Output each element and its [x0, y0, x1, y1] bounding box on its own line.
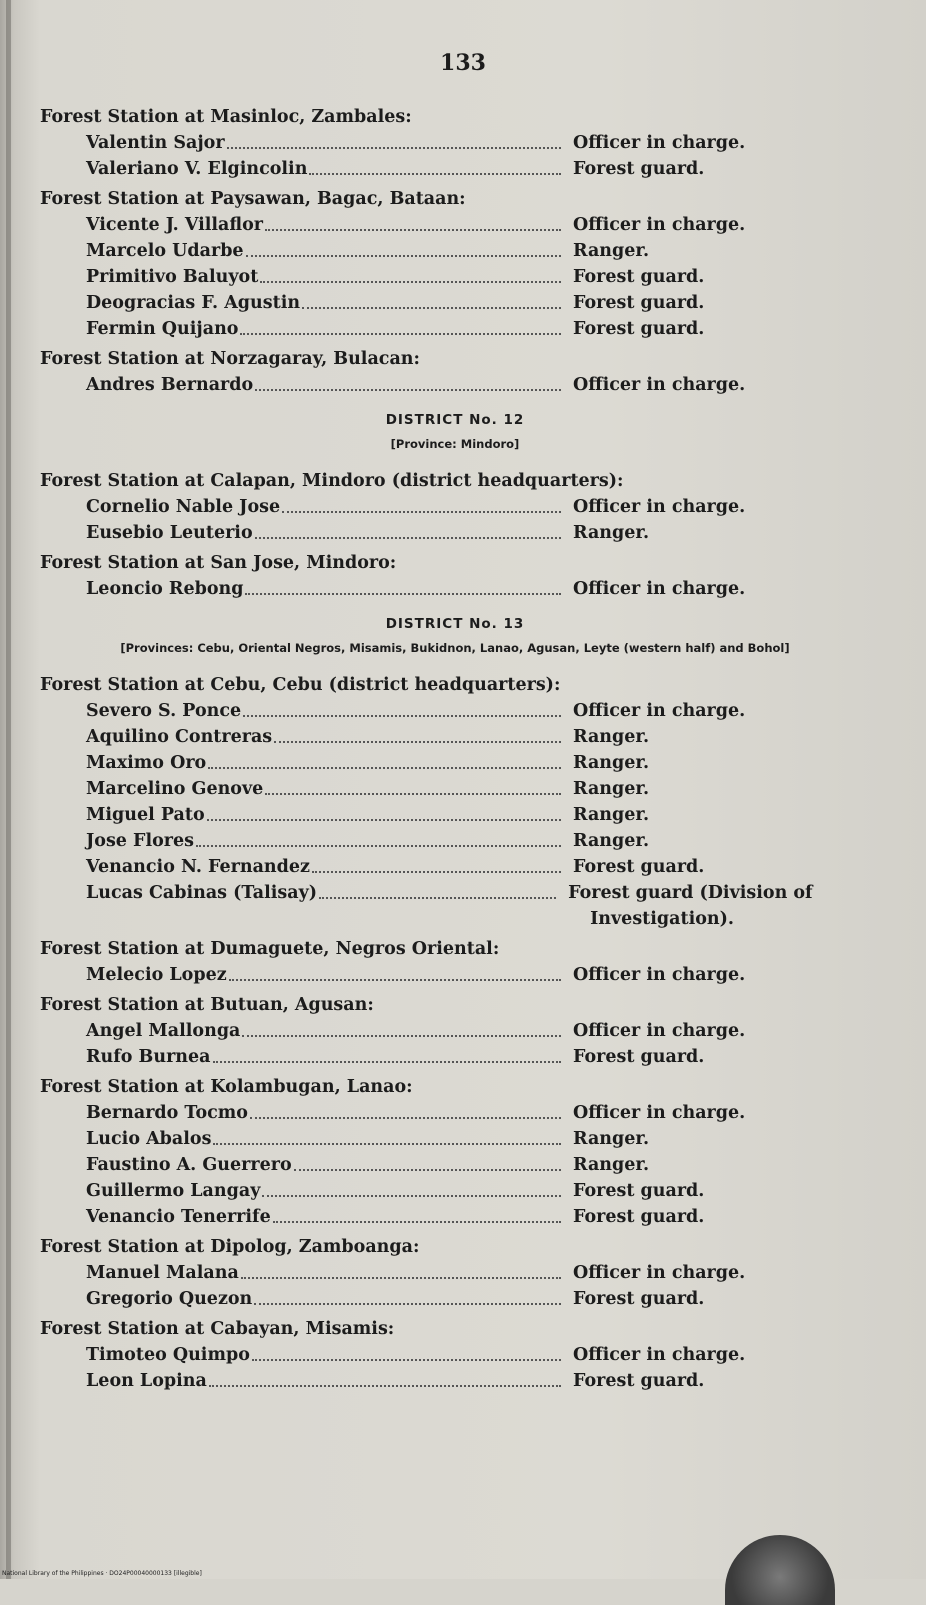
dot-leader: [229, 962, 561, 981]
scan-artifact: [725, 1535, 835, 1605]
dot-leader: [282, 494, 561, 513]
staff-role: Forest guard.: [573, 293, 705, 313]
dot-leader: [252, 1342, 561, 1361]
forest-station: [40, 186, 870, 342]
staff-role: Officer in charge.: [573, 1263, 746, 1283]
dot-leader: [302, 290, 561, 309]
staff-row: [40, 156, 870, 182]
dot-leader: [294, 1152, 561, 1171]
dot-leader: [241, 1260, 561, 1279]
staff-name: Melecio Lopez: [86, 965, 227, 985]
staff-name: Leoncio Rebong: [86, 579, 244, 599]
staff-name: Angel Mallonga: [86, 1021, 241, 1041]
staff-row: [40, 776, 870, 802]
staff-name: Deogracias F. Agustin: [86, 293, 301, 313]
forest-station: [40, 672, 870, 932]
staff-role: Ranger.: [573, 831, 650, 851]
staff-role: Officer in charge.: [573, 1021, 746, 1041]
province-note: [Province: Mindoro]: [390, 437, 520, 451]
dot-leader: [274, 724, 561, 743]
staff-row: [40, 1286, 870, 1312]
dot-leader: [309, 156, 561, 175]
staff-name: Eusebio Leuterio: [86, 523, 253, 543]
dot-leader: [213, 1126, 561, 1145]
staff-name: Rufo Burnea: [86, 1047, 211, 1067]
staff-row: [40, 494, 870, 520]
staff-role: Officer in charge.: [573, 1103, 746, 1123]
staff-role-line1: Forest guard (Division of: [568, 883, 813, 903]
staff-name: Severo S. Ponce: [86, 701, 242, 721]
station-title: Forest Station at Calapan, Mindoro (district headquarters):: [40, 471, 624, 491]
forest-station: [40, 550, 870, 602]
dot-leader: [227, 130, 561, 149]
dot-leader: [196, 828, 561, 847]
staff-role: Ranger.: [573, 727, 650, 747]
dot-leader: [213, 1044, 562, 1063]
dot-leader: [255, 520, 561, 539]
station-title: Forest Station at Paysawan, Bagac, Bataan:: [40, 189, 466, 209]
staff-role: Ranger.: [573, 779, 650, 799]
staff-name: Primitivo Baluyot: [86, 267, 259, 287]
staff-role: Forest guard.: [573, 1181, 705, 1201]
staff-name: Venancio Tenerrife: [86, 1207, 271, 1227]
staff-role: Ranger.: [573, 1155, 650, 1175]
staff-name: Fermin Quijano: [86, 319, 239, 339]
staff-role: Forest guard.: [573, 1371, 705, 1391]
staff-row: [40, 962, 870, 988]
dot-leader: [250, 1100, 561, 1119]
forest-station: [40, 468, 870, 546]
staff-role: Forest guard.: [573, 159, 705, 179]
staff-name: Bernardo Tocmo: [86, 1103, 248, 1123]
staff-role: Ranger.: [573, 805, 650, 825]
staff-role: Forest guard.: [573, 319, 705, 339]
staff-name: Leon Lopina: [86, 1371, 207, 1391]
directory-content: [40, 104, 870, 1398]
staff-row: [40, 1260, 870, 1286]
staff-name: Venancio N. Fernandez: [86, 857, 310, 877]
staff-row: [40, 880, 870, 932]
footer-watermark: National Library of the Philippines · DO24P00040000133 [illegible]: [2, 1570, 202, 1577]
staff-role: Officer in charge.: [573, 215, 746, 235]
district-heading: DISTRICT No. 12: [385, 412, 525, 428]
staff-row: [40, 1100, 870, 1126]
staff-row: [40, 698, 870, 724]
dot-leader: [265, 212, 561, 231]
staff-name: Andres Bernardo: [86, 375, 254, 395]
staff-name: Guillermo Langay: [86, 1181, 261, 1201]
station-title: Forest Station at Cabayan, Misamis:: [40, 1319, 395, 1339]
staff-name: Maximo Oro: [86, 753, 207, 773]
staff-name: Faustino A. Guerrero: [86, 1155, 292, 1175]
station-title: Forest Station at San Jose, Mindoro:: [40, 553, 397, 573]
dot-leader: [207, 802, 561, 821]
staff-name: Lucio Abalos: [86, 1129, 212, 1149]
staff-role: Ranger.: [573, 241, 650, 261]
staff-row: [40, 802, 870, 828]
staff-name: Miguel Pato: [86, 805, 205, 825]
staff-row: [40, 1044, 870, 1070]
staff-name: Marcelo Udarbe: [86, 241, 244, 261]
station-title: Forest Station at Butuan, Agusan:: [40, 995, 374, 1015]
staff-name: Valentin Sajor: [86, 133, 225, 153]
forest-station: [40, 1234, 870, 1312]
staff-row: [40, 1126, 870, 1152]
station-title: Forest Station at Cebu, Cebu (district headquarters):: [40, 675, 561, 695]
staff-role: Officer in charge.: [573, 497, 746, 517]
staff-role: Officer in charge.: [573, 701, 746, 721]
dot-leader: [262, 1178, 561, 1197]
forest-station: [40, 1316, 870, 1394]
dot-leader: [254, 1286, 561, 1305]
dot-leader: [255, 372, 561, 391]
station-title: Forest Station at Norzagaray, Bulacan:: [40, 349, 420, 369]
staff-row: [40, 1204, 870, 1230]
staff-name: Jose Flores: [86, 831, 194, 851]
dot-leader: [273, 1204, 561, 1223]
dot-leader: [208, 750, 561, 769]
staff-row: [40, 264, 870, 290]
staff-name: Cornelio Nable Jose: [86, 497, 281, 517]
forest-station: [40, 936, 870, 988]
province-note: [Provinces: Cebu, Oriental Negros, Misamis, Bukidnon, Lanao, Agusan, Leyte (western half) and Bohol]: [120, 641, 790, 655]
staff-name: Valeriano V. Elgincolin: [86, 159, 308, 179]
staff-row: [40, 130, 870, 156]
staff-row: [40, 520, 870, 546]
staff-role: Forest guard.: [573, 267, 705, 287]
staff-role: Forest guard.: [573, 1289, 705, 1309]
staff-role: Officer in charge.: [573, 133, 746, 153]
staff-role: [560, 880, 870, 932]
staff-role: Forest guard.: [573, 857, 705, 877]
dot-leader: [312, 854, 561, 873]
station-title: Forest Station at Dipolog, Zamboanga:: [40, 1237, 420, 1257]
staff-row: [40, 828, 870, 854]
staff-role: Officer in charge.: [573, 965, 746, 985]
staff-row: [40, 854, 870, 880]
staff-row: [40, 1368, 870, 1394]
staff-role: Ranger.: [573, 753, 650, 773]
station-title: Forest Station at Kolambugan, Lanao:: [40, 1077, 413, 1097]
staff-row: [40, 316, 870, 342]
district-heading: DISTRICT No. 13: [385, 616, 525, 632]
staff-row: [40, 576, 870, 602]
staff-row: [40, 750, 870, 776]
dot-leader: [260, 264, 561, 283]
staff-role: Forest guard.: [573, 1207, 705, 1227]
staff-role: Forest guard.: [573, 1047, 705, 1067]
staff-row: [40, 212, 870, 238]
staff-role: Officer in charge.: [573, 1345, 746, 1365]
staff-role: Officer in charge.: [573, 375, 746, 395]
staff-role: Ranger.: [573, 523, 650, 543]
dot-leader: [319, 880, 556, 899]
forest-station: [40, 992, 870, 1070]
dot-leader: [246, 238, 561, 257]
staff-name: Vicente J. Villaflor: [86, 215, 264, 235]
staff-role: Officer in charge.: [573, 579, 746, 599]
staff-row: [40, 372, 870, 398]
staff-name: Aquilino Contreras: [86, 727, 273, 747]
staff-role: Ranger.: [573, 1129, 650, 1149]
forest-station: [40, 1074, 870, 1230]
dot-leader: [245, 576, 561, 595]
dot-leader: [265, 776, 561, 795]
staff-row: [40, 238, 870, 264]
dot-leader: [243, 698, 561, 717]
forest-station: [40, 104, 870, 182]
staff-name: Lucas Cabinas (Talisay): [86, 883, 318, 903]
page-number: 133: [440, 50, 486, 76]
binding-edge: [6, 0, 11, 1579]
staff-name: Manuel Malana: [86, 1263, 239, 1283]
staff-name: Timoteo Quimpo: [86, 1345, 250, 1365]
staff-row: [40, 1018, 870, 1044]
staff-row: [40, 290, 870, 316]
staff-role-line2: Investigation).: [590, 909, 734, 929]
staff-row: [40, 1178, 870, 1204]
staff-row: [40, 1342, 870, 1368]
staff-name: Marcelino Genove: [86, 779, 264, 799]
staff-row: [40, 724, 870, 750]
dot-leader: [240, 316, 561, 335]
station-title: Forest Station at Dumaguete, Negros Oriental:: [40, 939, 500, 959]
staff-name: Gregorio Quezon: [86, 1289, 253, 1309]
dot-leader: [209, 1368, 561, 1387]
forest-station: [40, 346, 870, 398]
dot-leader: [242, 1018, 561, 1037]
staff-row: [40, 1152, 870, 1178]
station-title: Forest Station at Masinloc, Zambales:: [40, 107, 412, 127]
